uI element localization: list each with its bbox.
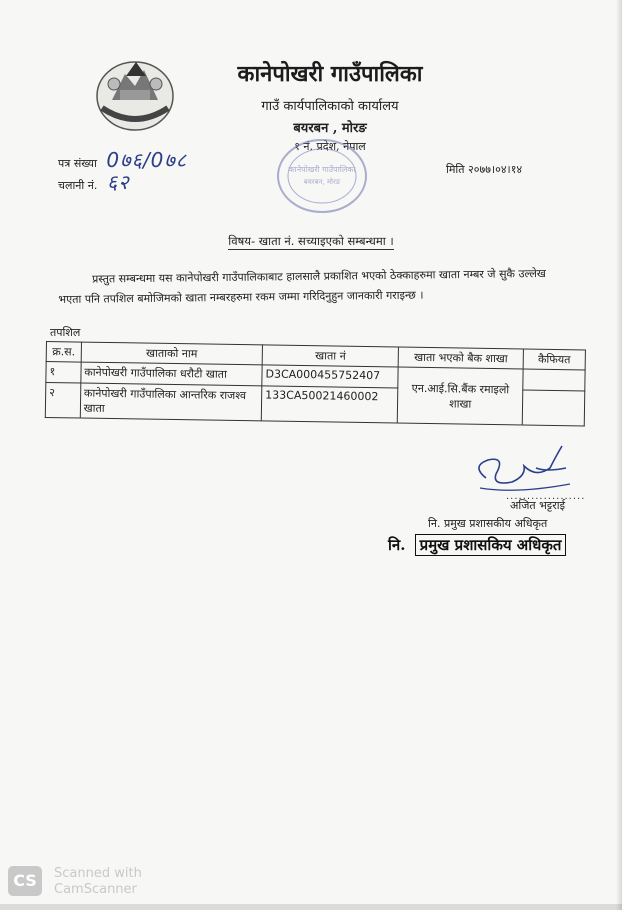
patra-sankhya: पत्र संख्या 0७६/0७८ [58,148,188,172]
row-remarks [523,369,585,391]
row-account-name: कानेपोखरी गाउँपालिका आन्तरिक राजश्व खाता [80,383,262,421]
patra-sankhya-value: 0७६/0७८ [106,148,188,172]
office-province: १ नं. प्रदेश, नेपाल [294,140,366,153]
page-edge-shadow [616,0,622,910]
col-account-name: खाताको नाम [81,342,263,365]
handwritten-signature-icon [466,438,576,498]
details-label: तपशिल [50,326,81,339]
row-account-number: 133CA50021460002 [261,386,398,423]
chalani-number-value: ६२ [106,170,130,194]
chalani-number: चलानी नं. ६२ [58,170,130,194]
municipality-title: कानेपोखरी गाउँपालिका [237,61,423,87]
svg-text:कानेपोखरी गाउँपालिका: कानेपोखरी गाउँपालिका [288,165,356,174]
office-round-stamp-icon [274,136,370,216]
letter-subject: विषय- खाता नं. सच्याइएको सम्बन्धमा । [228,234,394,248]
letter-body: प्रस्तुत सम्बन्धमा यस कानेपोखरी गाउँपालिकाबाट हालसालै प्रकाशित भएको ठेक्काहरुमा खाता नम्बर जे सुकै उल्लेख भएता पनि तपशिल बमोजिमको खाता नम्बरहरुमा रकम जम्मा गरिदिनुहुन जानकारी गराइन्छ । [58,267,546,306]
office-address: बयरबन , मोरङ [293,121,367,136]
date-value: २०७७।०४।१४ [468,163,523,176]
row-remarks [522,390,585,426]
row-serial: १ [46,362,81,384]
row-account-number: D3CA000455752407 [262,365,399,388]
signature-line: ................... [506,491,586,502]
row-account-name: कानेपोखरी गाउँपालिका धरौटी खाता [81,362,263,386]
row-bank-branch: एन.आई.सि.बैंक रमाइलो शाखा [398,367,523,425]
col-serial: क्र.स. [46,342,81,363]
col-remarks: कैफियत [523,349,585,370]
letter-date: मिति २०७७।०४।१४ [446,163,523,176]
signatory-post: नि. प्रमुख प्रशासकीय अधिकृत [428,517,548,530]
camscanner-logo: CS [8,866,42,896]
col-bank-branch: खाता भएको बैक शाखा [399,347,524,369]
account-table [45,341,586,426]
camscanner-watermark: Scanned with CamScanner [54,866,142,897]
municipality-emblem-icon [92,56,178,134]
col-account-number: खाता नं [262,345,399,367]
designation-stamp: नि. प्रमुख प्रशासकिय अधिकृत [388,535,566,555]
svg-text:बयरबन, मोरङ: बयरबन, मोरङ [303,178,341,186]
row-serial: २ [45,383,80,419]
office-name: गाउँ कार्यपालिकाको कार्यालय [261,99,399,114]
page-bottom-edge [0,904,622,910]
signatory-name: अजित भट्टराई [510,499,566,512]
